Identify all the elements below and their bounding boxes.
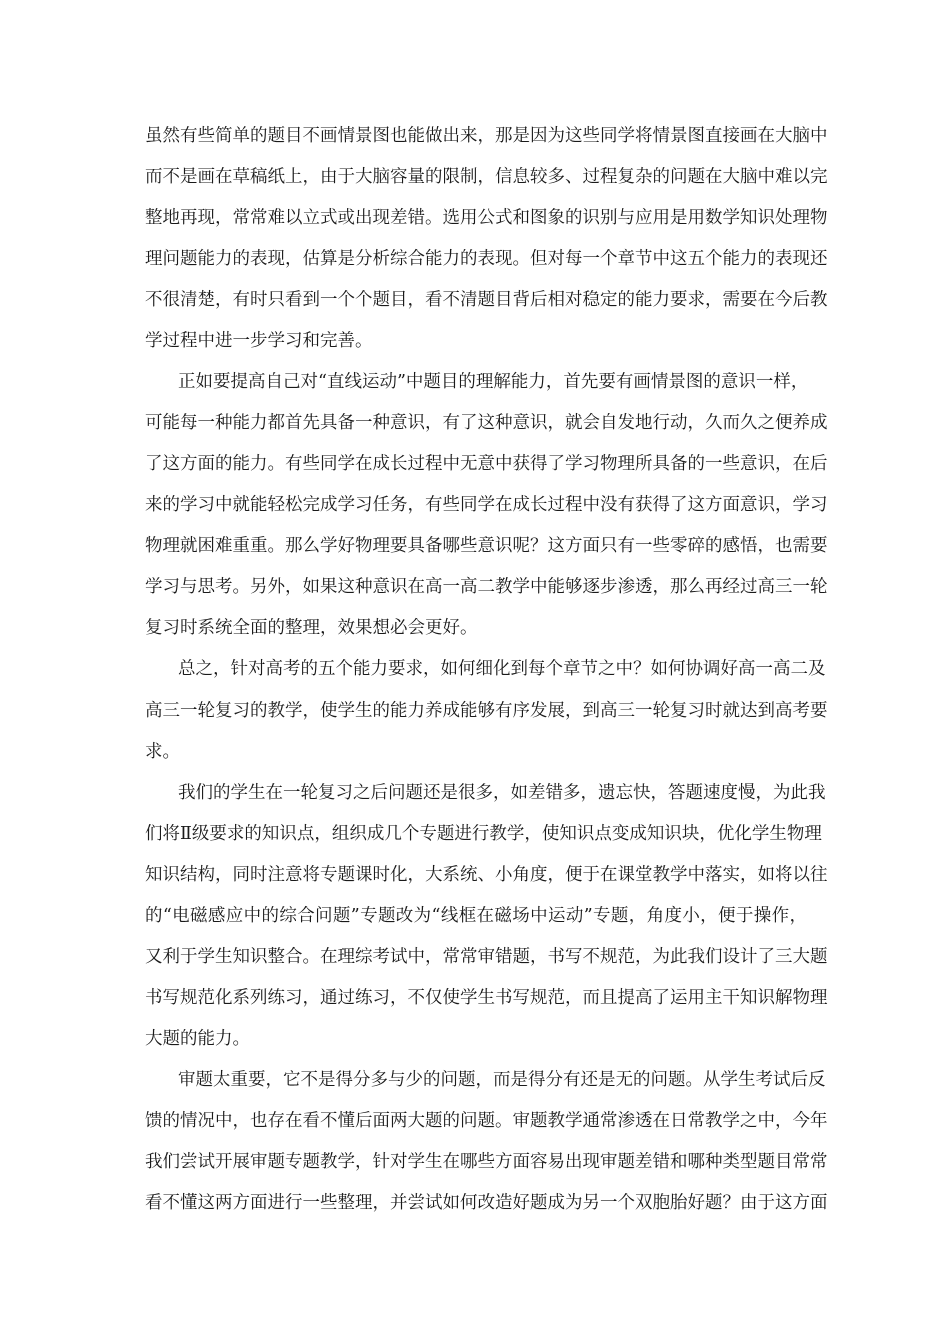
text-line: 求。	[145, 742, 180, 762]
text-line: 正如要提高自己对“直线运动”中题目的理解能力，首先要有画情景图的意识一样，	[178, 372, 809, 392]
text-line: 整地再现，常常难以立式或出现差错。选用公式和图象的识别与应用是用数学知识处理物	[145, 208, 828, 228]
text-line: 知识结构，同时注意将专题课时化，大系统、小角度，便于在课堂教学中落实，如将以往	[145, 865, 828, 885]
text-line: 审题太重要，它不是得分多与少的问题，而是得分有还是无的问题。从学生考试后反	[178, 1070, 826, 1090]
text-line: 复习时系统全面的整理，效果想必会更好。	[145, 618, 478, 638]
text-line: 学习与思考。另外，如果这种意识在高一高二教学中能够逐步渗透，那么再经过高三一轮	[145, 577, 828, 597]
text-line: 虽然有些简单的题目不画情景图也能做出来，那是因为这些同学将情景图直接画在大脑中	[145, 126, 828, 146]
text-line: 来的学习中就能轻松完成学习任务，有些同学在成长过程中没有获得了这方面意识，学习	[145, 495, 828, 515]
text-line: 总之，针对高考的五个能力要求，如何细化到每个章节之中？如何协调好高一高二及	[178, 659, 826, 679]
text-line: 而不是画在草稿纸上，由于大脑容量的限制，信息较多、过程复杂的问题在大脑中难以完	[145, 167, 828, 187]
text-line: 书写规范化系列练习，通过练习，不仅使学生书写规范，而且提高了运用主干知识解物理	[145, 988, 828, 1008]
text-line: 们将Ⅱ级要求的知识点，组织成几个专题进行教学，使知识点变成知识块，优化学生物理	[145, 824, 822, 844]
text-line: 我们尝试开展审题专题教学，针对学生在哪些方面容易出现审题差错和哪种类型题目常常	[145, 1152, 828, 1172]
text-line: 的“电磁感应中的综合问题”专题改为“线框在磁场中运动”专题，角度小，便于操作，	[145, 906, 807, 926]
text-line: 了这方面的能力。有些同学在成长过程中无意中获得了学习物理所具备的一些意识，在后	[145, 454, 828, 474]
text-line: 学过程中进一步学习和完善。	[145, 331, 373, 351]
text-line: 不很清楚，有时只看到一个个题目，看不清题目背后相对稳定的能力要求，需要在今后教	[145, 290, 828, 310]
text-line: 高三一轮复习的教学，使学生的能力养成能够有序发展，到高三一轮复习时就达到高考要	[145, 701, 828, 721]
text-line: 馈的情况中，也存在看不懂后面两大题的问题。审题教学通常渗透在日常教学之中，今年	[145, 1111, 828, 1131]
text-line: 又利于学生知识整合。在理综考试中，常常审错题，书写不规范，为此我们设计了三大题	[145, 947, 828, 967]
text-line: 物理就困难重重。那么学好物理要具备哪些意识呢？这方面只有一些零碎的感悟，也需要	[145, 536, 828, 556]
text-line: 理问题能力的表现，估算是分析综合能力的表现。但对每一个章节中这五个能力的表现还	[145, 249, 828, 269]
text-line: 看不懂这两方面进行一些整理，并尝试如何改造好题成为另一个双胞胎好题？由于这方面	[145, 1193, 828, 1213]
text-line: 可能每一种能力都首先具备一种意识，有了这种意识，就会自发地行动，久而久之便养成	[145, 413, 828, 433]
text-line: 大题的能力。	[145, 1029, 250, 1049]
text-line: 我们的学生在一轮复习之后问题还是很多，如差错多，遗忘快，答题速度慢，为此我	[178, 783, 826, 803]
